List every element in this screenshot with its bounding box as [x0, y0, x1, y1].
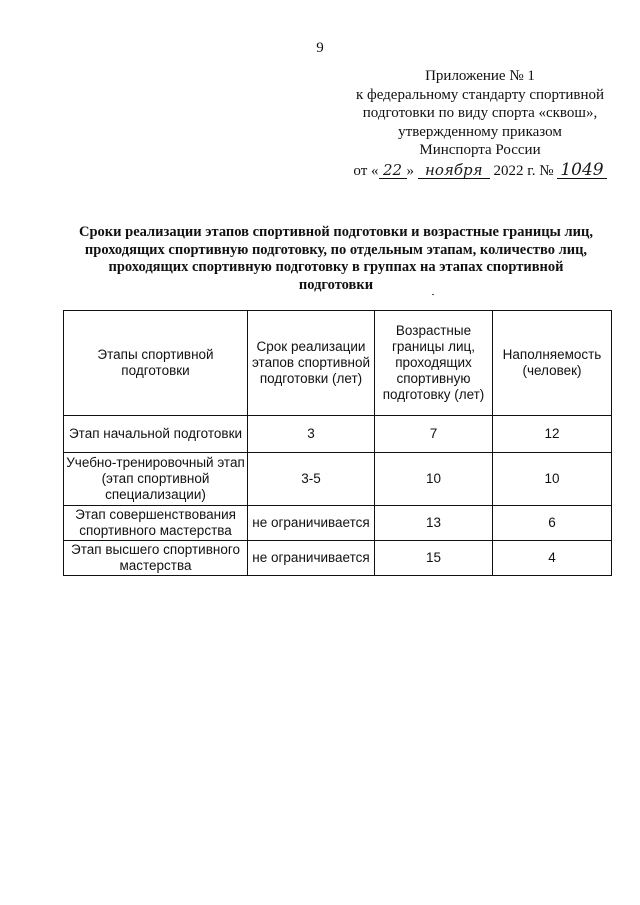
title-line-2: проходящих спортивную подготовку, по отдельным этапам, количество лиц, — [84, 241, 588, 258]
table-row — [64, 541, 612, 576]
cell-stage: Учебно-тренировочный этап (этап спортивной специализации) — [64, 453, 248, 506]
table-header-row — [64, 311, 612, 416]
header-duration: Срок реализации этапов спортивной подготовки (лет) — [248, 311, 375, 416]
date-year: 2022 г. № — [493, 162, 554, 179]
cell-stage: Этап высшего спортивного мастерства — [64, 541, 248, 576]
cell-age: 10 — [375, 453, 493, 506]
cell-group-size: 4 — [493, 541, 612, 576]
date-prefix: от « — [353, 162, 379, 179]
date-mid: » — [406, 162, 415, 179]
appendix-line-4: утвержденному приказом — [398, 123, 562, 140]
cell-duration: 3 — [248, 416, 375, 453]
handwritten-month: ноября — [418, 162, 490, 179]
table-row — [64, 506, 612, 541]
cell-group-size: 10 — [493, 453, 612, 506]
appendix-block — [340, 67, 620, 180]
appendix-line-3: подготовки по виду спорта «сквош», — [362, 105, 598, 121]
header-group-size: Наполняемость (человек) — [493, 311, 612, 416]
cell-group-size: 6 — [493, 506, 612, 541]
cell-duration: 3-5 — [248, 453, 375, 506]
stages-table — [63, 310, 612, 576]
cell-group-size: 12 — [493, 416, 612, 453]
cell-stage: Этап совершенствования спортивного мастерства — [64, 506, 248, 541]
title-line-1: Сроки реализации этапов спортивной подготовки и возрастные границы лиц, — [79, 224, 593, 240]
cell-age: 7 — [375, 416, 493, 453]
page-number: 9 — [316, 40, 324, 56]
scan-speck — [432, 294, 434, 295]
document-title — [60, 224, 612, 294]
title-line-4: подготовки — [298, 276, 374, 293]
title-line-3: проходящих спортивную подготовку в группах на этапах спортивной — [108, 259, 564, 276]
appendix-line-5: Минспорта России — [419, 142, 541, 158]
table-row — [64, 453, 612, 506]
cell-duration: не ограничивается — [248, 541, 375, 576]
header-age-limits: Возрастные границы лиц, проходящих спортивную подготовку (лет) — [375, 311, 493, 416]
appendix-line-1: Приложение № 1 — [425, 68, 535, 84]
cell-duration: не ограничивается — [248, 506, 375, 541]
handwritten-day: 22 — [379, 162, 407, 179]
cell-stage: Этап начальной подготовки — [64, 416, 248, 453]
appendix-line-2: к федеральному стандарту спортивной — [355, 86, 605, 103]
order-date-line — [340, 159, 620, 181]
cell-age: 15 — [375, 541, 493, 576]
header-stage: Этапы спортивной подготовки — [64, 311, 248, 416]
cell-age: 13 — [375, 506, 493, 541]
handwritten-order-number: 1049 — [557, 162, 606, 179]
table-row — [64, 416, 612, 453]
